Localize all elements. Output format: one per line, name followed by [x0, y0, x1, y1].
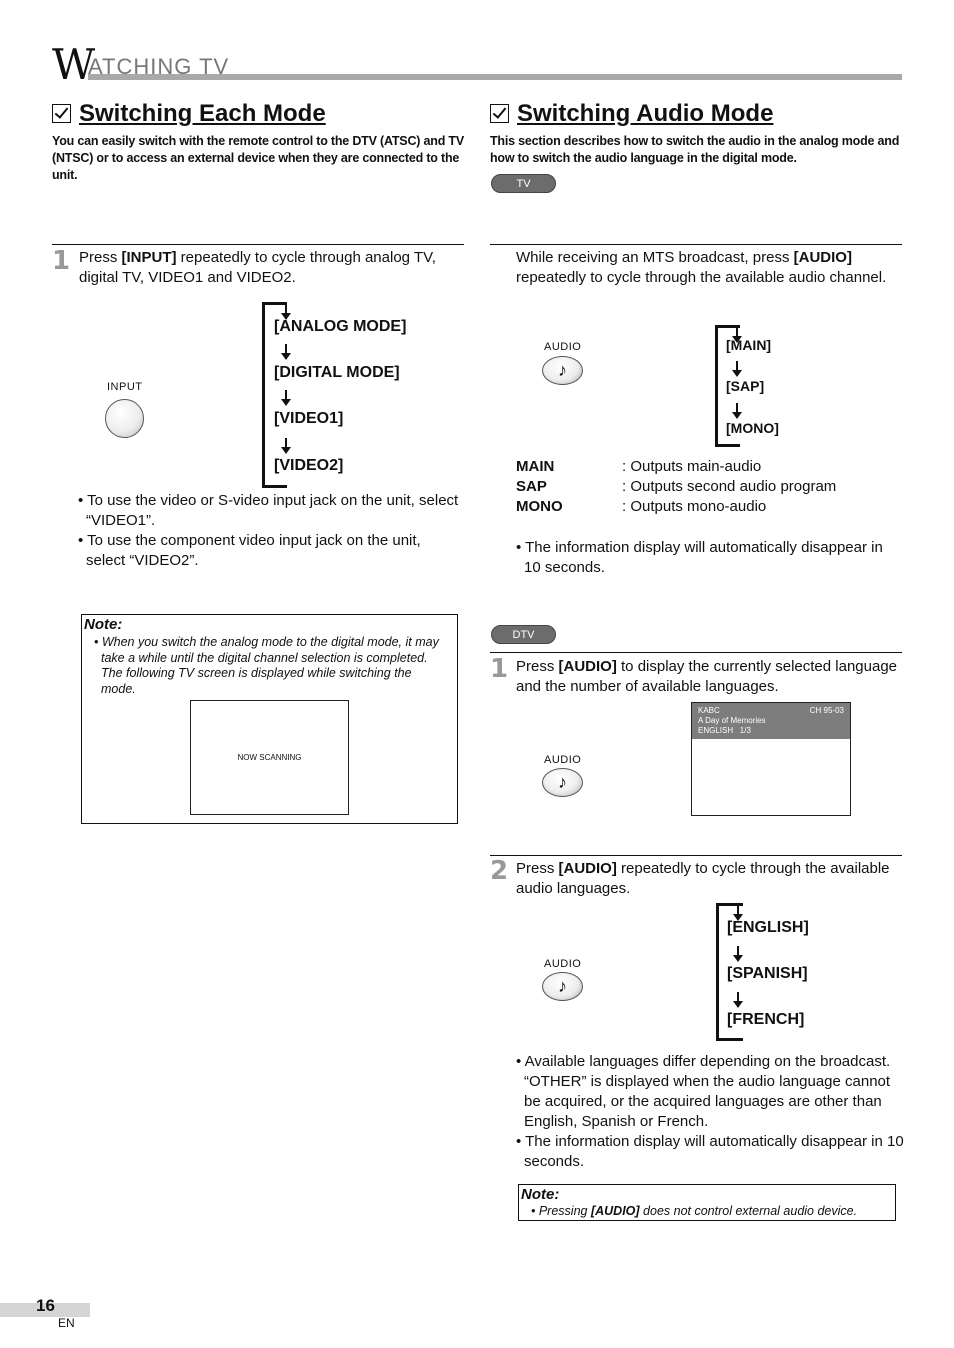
screen-message: NOW SCANNING — [237, 753, 302, 762]
section-title-audio-mode: Switching Audio Mode — [490, 100, 773, 128]
audio-button-label: AUDIO — [544, 754, 582, 766]
step-number: 2 — [490, 856, 509, 886]
section-title-each-mode: Switching Each Mode — [52, 100, 326, 128]
step-number: 1 — [490, 654, 509, 684]
section-intro: You can easily switch with the remote control to the DTV (ATSC) and TV (NTSC) or to access an external device when they are connected to the unit. — [52, 134, 464, 182]
cycle-item: [DIGITAL MODE] — [274, 364, 400, 381]
audio-button-icon: ♪ — [542, 972, 583, 1001]
screen-info-banner — [692, 703, 850, 739]
definition-desc: : Outputs main-audio — [622, 458, 762, 475]
tv-screen — [190, 700, 349, 815]
cycle-loop-line — [262, 302, 265, 488]
bullet-item: • The information display will automatically disappear in 10 seconds. — [516, 539, 883, 576]
cycle-loop-line — [262, 485, 287, 488]
screen-language: ENGLISH 1/3 — [698, 726, 751, 735]
cycle-loop-line — [715, 325, 718, 447]
note-text: • When you switch the analog mode to the digital mode, it may take a while until the digital channel selection is completed. The following TV screen is displayed while switching the mode. — [94, 635, 439, 696]
cycle-item: [SPANISH] — [727, 965, 808, 982]
step-number: 1 — [52, 246, 71, 276]
header-title: ATCHING TV — [88, 54, 230, 79]
dtv-badge: DTV — [491, 625, 556, 644]
cycle-item: [MAIN] — [726, 337, 772, 353]
bullet-item: • Available languages differ depending on the broadcast. “OTHER” is displayed when the audio language cannot be acquired, or the acquired languages are other than English, Spanish or French. — [516, 1053, 891, 1130]
down-arrow-icon — [280, 438, 292, 454]
step-divider — [490, 652, 902, 653]
definition-desc: : Outputs mono-audio — [622, 498, 767, 515]
input-button-icon — [105, 399, 144, 438]
down-arrow-icon — [280, 344, 292, 360]
checkbox-icon — [490, 104, 509, 123]
definition-term: SAP — [516, 478, 547, 495]
cycle-item: [SAP] — [726, 378, 765, 394]
down-arrow-icon — [732, 946, 744, 962]
language-cycle-diagram — [716, 903, 836, 1041]
step-text: Press [INPUT] repeatedly to cycle through analog TV, digital TV, VIDEO1 and VIDEO2. — [79, 249, 436, 286]
section-intro: This section describes how to switch the audio in the analog mode and how to switch the audio language in the digital mode. — [490, 134, 900, 165]
down-arrow-icon — [731, 361, 743, 377]
audio-button-label: AUDIO — [544, 958, 582, 970]
down-arrow-icon — [732, 992, 744, 1008]
note-box — [518, 1184, 896, 1221]
bullet-item: • To use the video or S-video input jack on the unit, select “VIDEO1”. — [78, 492, 459, 529]
bullet-item: • The information display will automatically disappear in 10 seconds. — [516, 1133, 904, 1170]
audio-button-label: AUDIO — [544, 341, 582, 353]
cycle-item: [VIDEO1] — [274, 410, 344, 427]
down-arrow-icon — [280, 390, 292, 406]
note-text: • Pressing [AUDIO] does not control external audio device. — [531, 1204, 858, 1218]
screen-station: KABC — [698, 706, 720, 715]
header-initial: W — [52, 40, 96, 89]
screen-channel: CH 95-03 — [809, 706, 844, 715]
note-title: Note: — [521, 1186, 560, 1203]
note-title: Note: — [84, 616, 123, 633]
bullet-item: • To use the component video input jack on the unit, select “VIDEO2”. — [78, 532, 421, 569]
definition-term: MAIN — [516, 458, 555, 475]
audio-cycle-diagram — [715, 325, 825, 447]
input-button-label: INPUT — [107, 381, 143, 393]
page-number: 16 — [36, 1296, 55, 1315]
note-box — [81, 614, 458, 824]
cycle-item: [MONO] — [726, 420, 779, 436]
definition-desc: : Outputs second audio program — [622, 478, 837, 495]
step-text: While receiving an MTS broadcast, press [AUDIO] repeatedly to cycle through the available audio channel. — [516, 249, 887, 286]
cycle-loop-line — [716, 1038, 743, 1041]
tv-screen — [691, 702, 851, 816]
cycle-loop-line — [715, 444, 740, 447]
definition-term: MONO — [516, 498, 563, 515]
cycle-item: [ENGLISH] — [727, 919, 809, 936]
checkbox-icon — [52, 104, 71, 123]
step-text: Press [AUDIO] repeatedly to cycle through the available audio languages. — [516, 860, 890, 897]
step-divider — [490, 244, 902, 245]
step-divider — [490, 855, 902, 856]
input-cycle-diagram — [262, 302, 432, 488]
down-arrow-icon — [731, 403, 743, 419]
cycle-item: [ANALOG MODE] — [274, 318, 407, 335]
tv-badge: TV — [491, 174, 556, 193]
step-divider — [52, 244, 464, 245]
language-code: EN — [58, 1316, 75, 1330]
cycle-loop-line — [716, 903, 719, 1041]
step-text: Press [AUDIO] to display the currently selected language and the number of available languages. — [516, 658, 898, 695]
cycle-item: [FRENCH] — [727, 1011, 805, 1028]
screen-program: A Day of Memories — [698, 716, 766, 725]
cycle-item: [VIDEO2] — [274, 457, 344, 474]
audio-button-icon: ♪ — [542, 768, 583, 797]
audio-button-icon: ♪ — [542, 356, 583, 385]
